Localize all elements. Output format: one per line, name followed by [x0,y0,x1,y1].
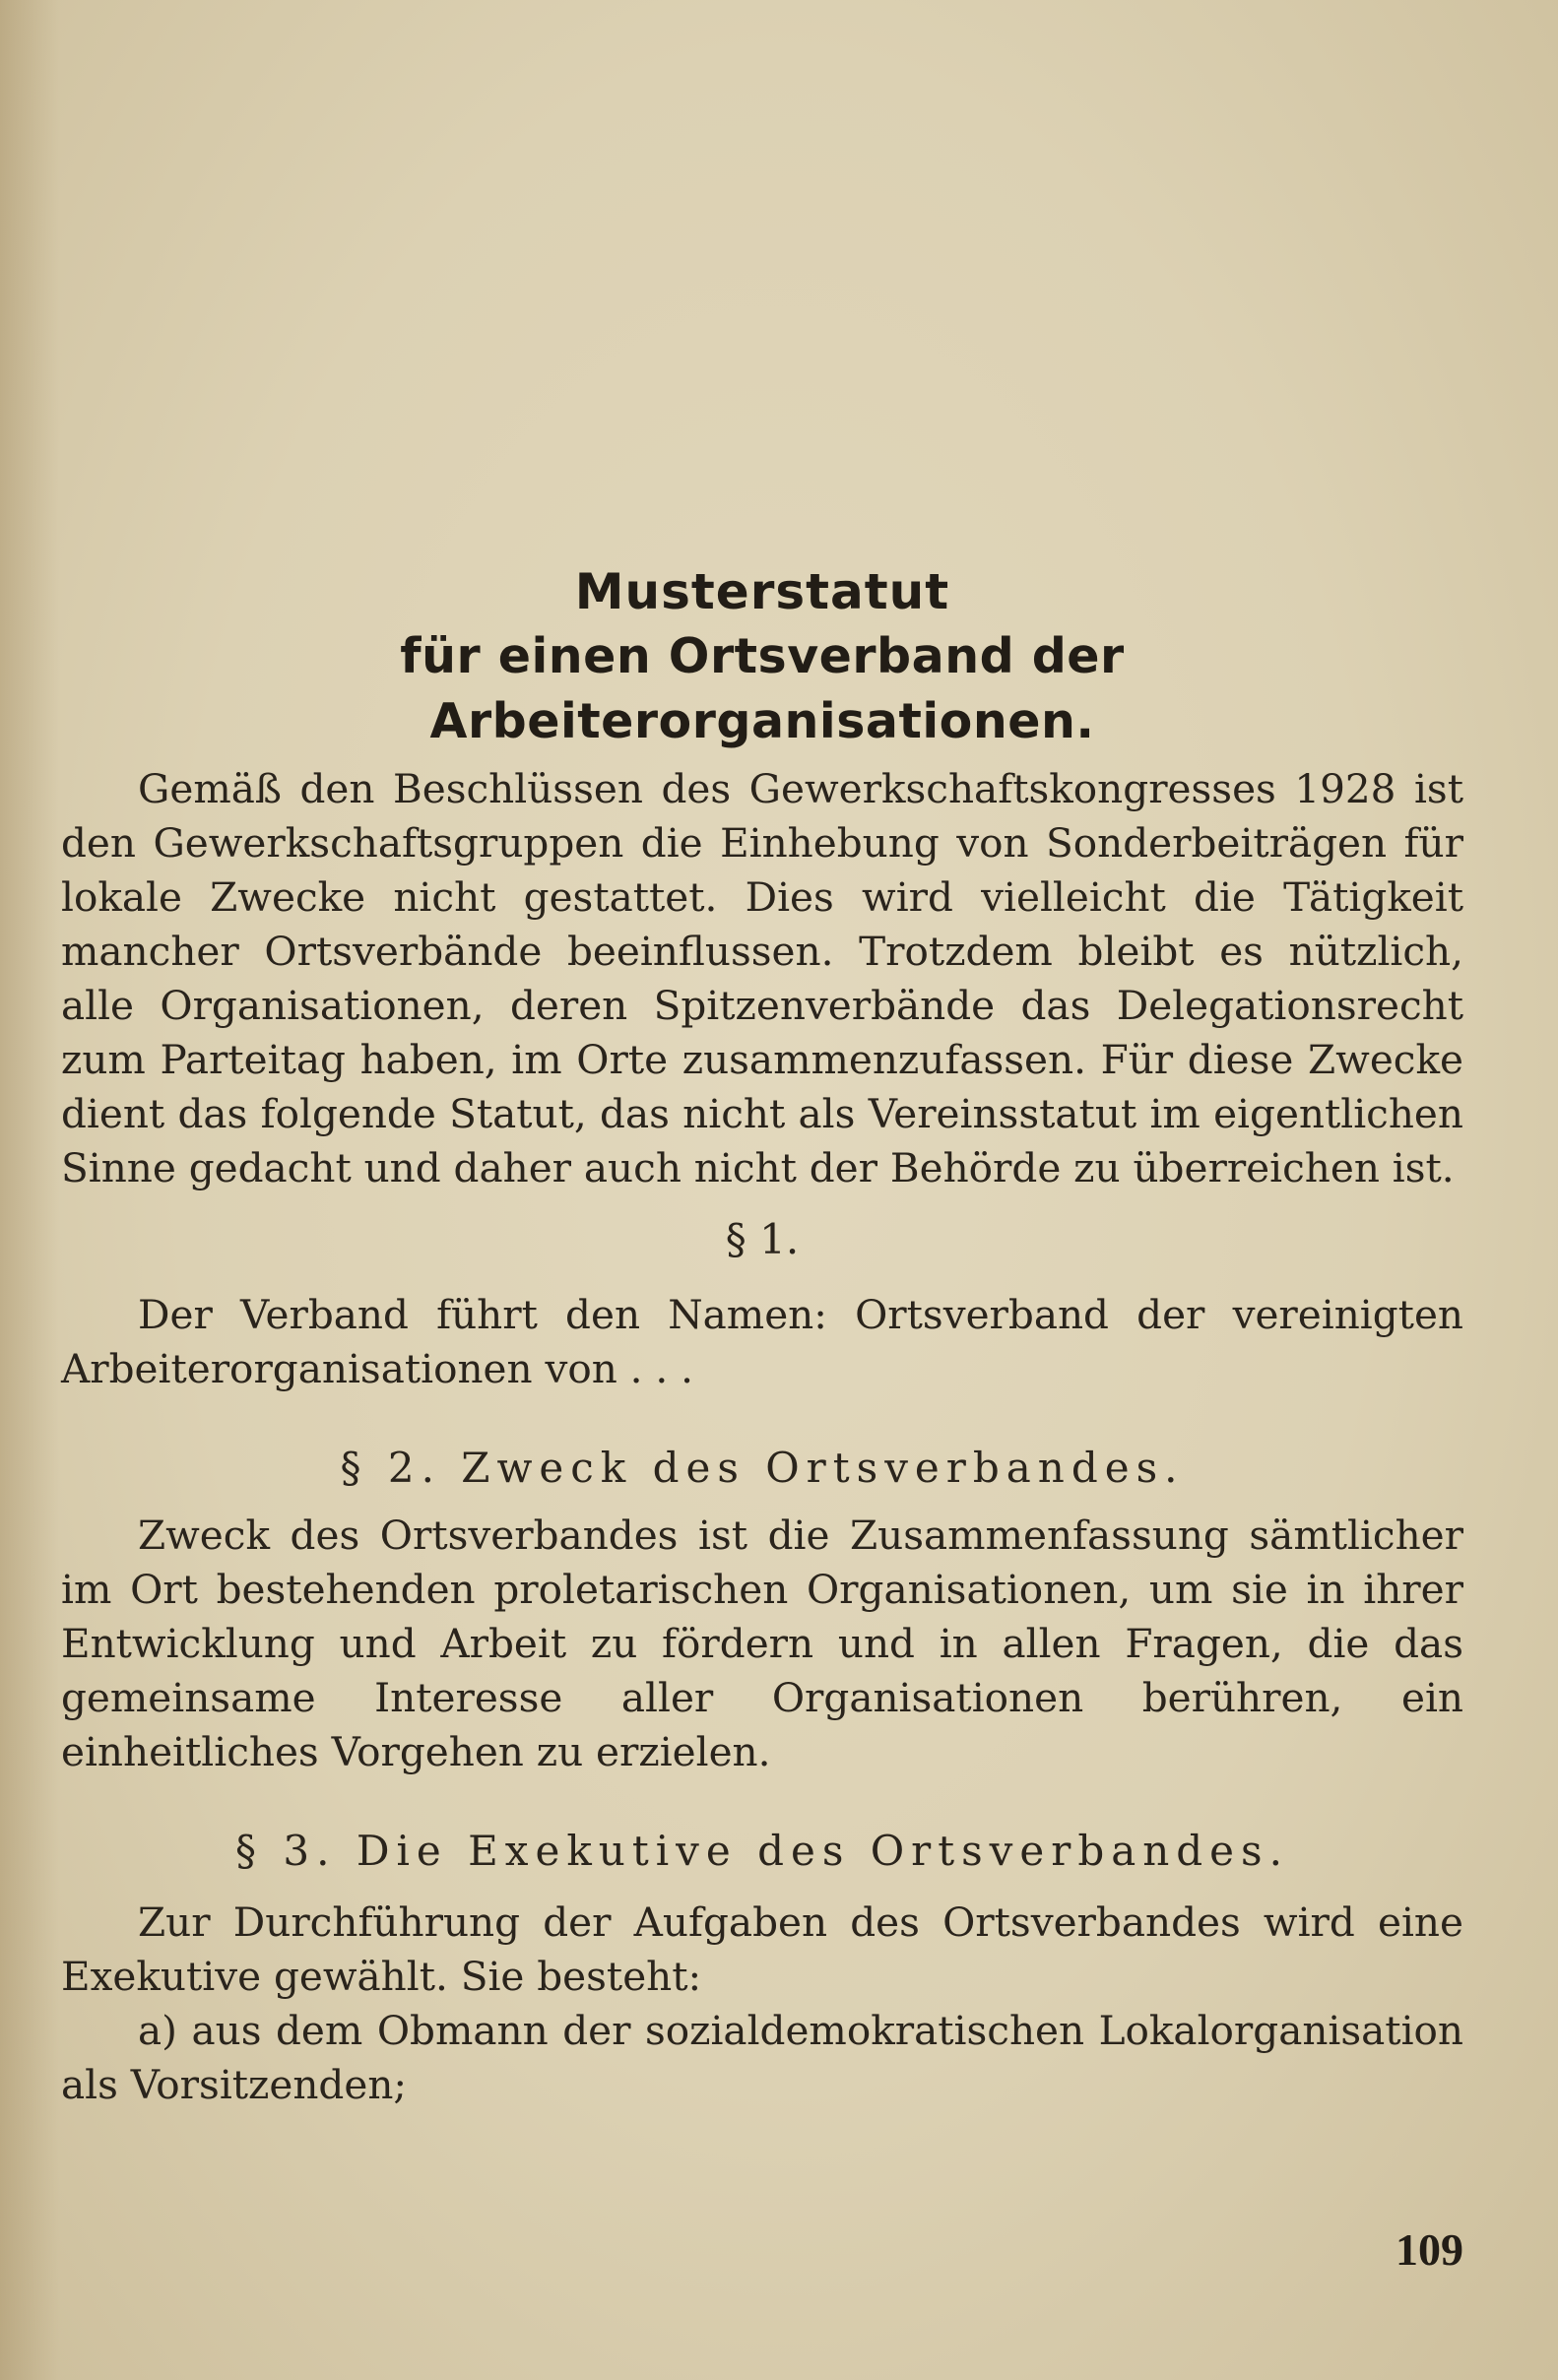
document-title: Musterstatut [574,563,950,620]
text-column [61,559,1463,2112]
section-3-text: Zur Durchführung der Aufgaben des Ortsverbandes wird eine Exekutive gewählt. Sie besteht: [61,1898,1463,2000]
section-2-text: Zweck des Ortsverbandes ist die Zusammenfassung sämtlicher im Ort bestehenden proletarischen Organisationen, um sie in ihrer Entwicklung und Arbeit zu fördern und in allen Fragen, die das gemeinsame Interesse aller Organisationen berühren, ein einheitliches Vorgehen zu erzielen. [61,1512,1463,1775]
section-3-heading: § 3. Die Exekutive des Ortsverbandes. [235,1827,1289,1875]
section-1-heading: § 1. [725,1215,800,1263]
section-2-heading: § 2. Zweck des Ortsverbandes. [340,1444,1185,1492]
intro-paragraph: Gemäß den Beschlüssen des Gewerkschaftskongresses 1928 ist den Gewerkschaftsgruppen die Einhebung von Sonderbeiträgen für lokale Zwecke nicht gestattet. Dies wird vielleicht die Tätigkeit mancher Ortsverbände beeinflussen. Trotzdem bleibt es nützlich, alle Organisationen, deren Spitzenverbände das Delegationsrecht zum Parteitag haben, im Orte zusammenzufassen. Für diese Zwecke dient das folgende Statut, das nicht als Vereinsstatut im eigentlichen Sinne gedacht und daher auch nicht der Behörde zu überreichen ist. [61,765,1463,1191]
page-edge-shadow [0,0,59,2380]
page-number: 109 [1396,2224,1463,2275]
section-1-text: Der Verband führt den Namen: Ortsverband der vereinigten Arbeiterorganisationen von . . . [61,1291,1463,1392]
section-3-item-a: a) aus dem Obmann der sozialdemokratischen Lokalorganisation als Vorsitzenden; [61,2007,1463,2108]
document-subtitle: für einen Ortsverband der Arbeiterorganisationen. [400,628,1125,749]
